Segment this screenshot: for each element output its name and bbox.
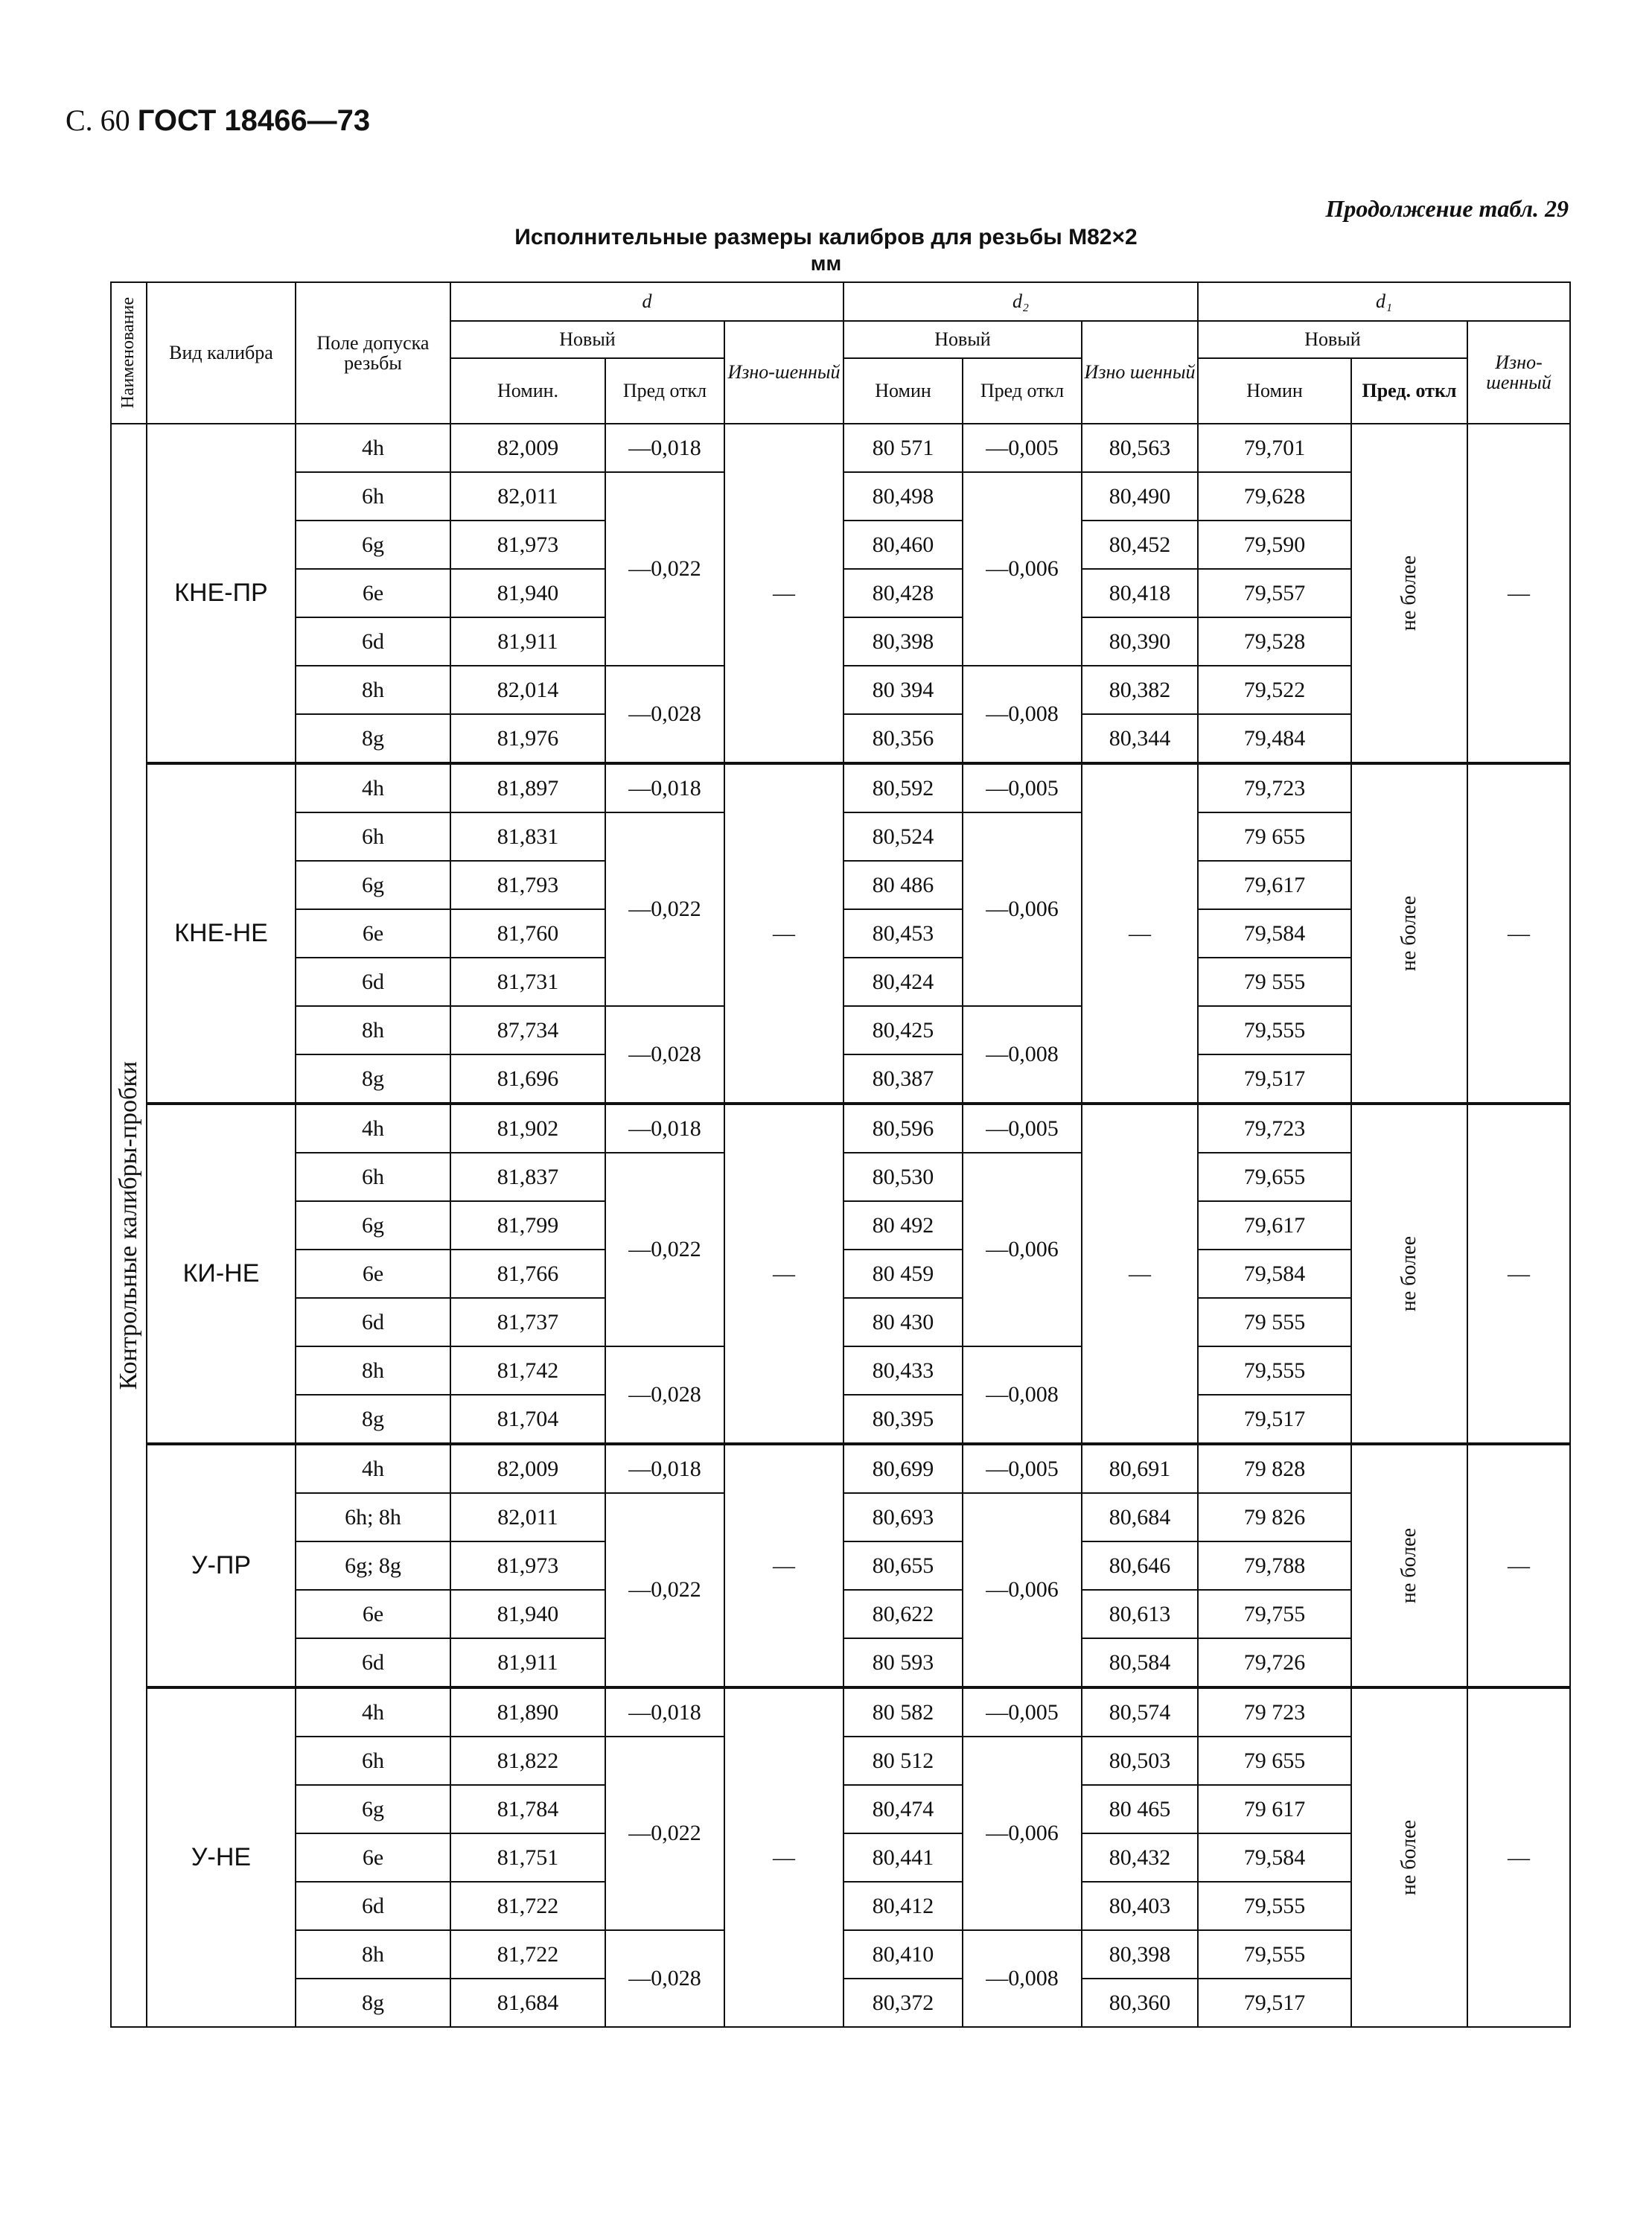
d-nom-cell: 87,734 [450,1006,605,1054]
d-worn-cell: — [724,763,843,1104]
tolerance-cell: 6h [296,1153,450,1201]
tolerance-cell: 6g; 8g [296,1541,450,1590]
d2-nom-cell: 80,498 [843,472,963,521]
d2-dev-cell: —0,005 [963,1687,1082,1737]
d-dev-cell: —0,028 [605,1930,724,2027]
d1-dev-header: Пред. откл [1351,358,1467,424]
d-nom-cell: 81,973 [450,521,605,569]
d-nom-cell: 81,760 [450,909,605,958]
d-dev-cell: —0,018 [605,1687,724,1737]
d1-nom-cell: 79,484 [1198,714,1351,763]
d2-nom-cell: 80,655 [843,1541,963,1590]
d-nom-cell: 81,911 [450,1638,605,1687]
d2-nom-cell: 80 571 [843,424,963,472]
d2-nom-cell: 80,425 [843,1006,963,1054]
d2-nom-cell: 80,596 [843,1104,963,1153]
d1-nom-cell: 79,528 [1198,617,1351,666]
d2-worn-cell: 80,382 [1082,666,1198,714]
d-nom-cell: 81,837 [450,1153,605,1201]
d2-worn-header: Изно шенный [1082,321,1198,424]
d2-nom-cell: 80 582 [843,1687,963,1737]
d1-dev-cell: не более [1351,1687,1467,2027]
d1-worn-cell: — [1467,1444,1570,1687]
tolerance-cell: 8h [296,1930,450,1979]
d2-nom-cell: 80 430 [843,1298,963,1346]
d1-nom-cell: 79,701 [1198,424,1351,472]
d1-nom-cell: 79,723 [1198,1104,1351,1153]
tolerance-cell: 8h [296,666,450,714]
d-nom-cell: 81,831 [450,812,605,861]
gauge-type: КНЕ-НЕ [147,763,296,1104]
d2-worn-cell: 80,344 [1082,714,1198,763]
tolerance-cell: 6d [296,617,450,666]
d1-worn-header: Изно-шенный [1467,321,1570,424]
tolerance-cell: 4h [296,1444,450,1493]
d-nom-cell: 81,784 [450,1785,605,1833]
tolerance-cell: 6e [296,909,450,958]
d2-worn-cell: 80 465 [1082,1785,1198,1833]
d-nom-cell: 81,737 [450,1298,605,1346]
group-label-cell: Контрольные калибры-пробки [111,424,147,2027]
d2-nom-cell: 80,474 [843,1785,963,1833]
d2-nom-cell: 80,693 [843,1493,963,1541]
d2-dev-cell: —0,008 [963,1930,1082,2027]
d-nom-cell: 82,014 [450,666,605,714]
d2-worn-cell: 80,398 [1082,1930,1198,1979]
d-nom-header: Номин. [450,358,605,424]
d2-nom-cell: 80,372 [843,1979,963,2027]
tolerance-cell: 6h [296,1737,450,1785]
d1-worn-cell: — [1467,1687,1570,2027]
d2-worn-cell: 80,452 [1082,521,1198,569]
tolerance-cell: 8g [296,714,450,763]
d2-dev-cell: —0,006 [963,1737,1082,1930]
gauge-type: КИ-НЕ [147,1104,296,1444]
d-nom-cell: 81,751 [450,1833,605,1882]
d2-nom-cell: 80 512 [843,1737,963,1785]
d-nom-cell: 81,822 [450,1737,605,1785]
d2-worn-cell: 80,646 [1082,1541,1198,1590]
col-d1-header: d₁ [1198,282,1570,321]
d1-nom-cell: 79,723 [1198,763,1351,812]
tolerance-cell: 4h [296,1104,450,1153]
d2-worn-cell: 80,584 [1082,1638,1198,1687]
d-nom-cell: 81,731 [450,958,605,1006]
d2-dev-cell: —0,005 [963,1104,1082,1153]
d1-nom-cell: 79 555 [1198,958,1351,1006]
d-dev-cell: —0,018 [605,424,724,472]
d1-nom-cell: 79,584 [1198,1250,1351,1298]
d1-nom-cell: 79 723 [1198,1687,1351,1737]
page-number: С. 60 [66,104,130,137]
d1-nom-cell: 79,555 [1198,1006,1351,1054]
d-dev-cell: —0,028 [605,1006,724,1104]
d-nom-cell: 81,973 [450,1541,605,1590]
d-nom-cell: 81,911 [450,617,605,666]
tolerance-cell: 6e [296,1250,450,1298]
gauge-type: У-НЕ [147,1687,296,2027]
tolerance-cell: 6g [296,1201,450,1250]
d1-nom-cell: 79 826 [1198,1493,1351,1541]
d1-nom-cell: 79,555 [1198,1930,1351,1979]
d2-worn-cell: — [1082,1104,1198,1444]
d1-dev-cell: не более [1351,1104,1467,1444]
d-dev-cell: —0,022 [605,472,724,666]
d1-nom-cell: 79,517 [1198,1054,1351,1104]
d2-nom-cell: 80,356 [843,714,963,763]
d-nom-cell: 81,897 [450,763,605,812]
d1-nom-cell: 79 655 [1198,812,1351,861]
d-worn-cell: — [724,424,843,763]
gauge-table [110,281,1571,2028]
tolerance-cell: 6g [296,861,450,909]
d-nom-cell: 81,940 [450,569,605,617]
tolerance-cell: 6g [296,1785,450,1833]
d2-worn-cell: 80,403 [1082,1882,1198,1930]
d2-dev-header: Пред откл [963,358,1082,424]
page-header [66,103,370,138]
d2-dev-cell: —0,005 [963,1444,1082,1493]
d-nom-cell: 81,976 [450,714,605,763]
tolerance-cell: 6e [296,1590,450,1638]
d1-nom-cell: 79,557 [1198,569,1351,617]
d-nom-cell: 81,940 [450,1590,605,1638]
d1-nom-cell: 79,522 [1198,666,1351,714]
tolerance-cell: 4h [296,763,450,812]
d2-nom-cell: 80,460 [843,521,963,569]
standard-code: ГОСТ 18466—73 [137,104,371,137]
d1-nom-cell: 79,788 [1198,1541,1351,1590]
continuation-note: Продолжение табл. 29 [1325,195,1569,222]
d2-nom-cell: 80,699 [843,1444,963,1493]
tolerance-cell: 6h [296,812,450,861]
d-worn-cell: — [724,1687,843,2027]
gauge-type: У-ПР [147,1444,296,1687]
tolerance-cell: 6d [296,1882,450,1930]
col-type-header: Вид калибра [147,282,296,424]
col-d2-header: d₂ [843,282,1198,321]
d-nom-cell: 81,704 [450,1395,605,1444]
d1-nom-cell: 79,555 [1198,1882,1351,1930]
d2-nom-cell: 80,428 [843,569,963,617]
d-nom-cell: 81,799 [450,1201,605,1250]
col-tolerance-header: Поле допуска резьбы [296,282,450,424]
d-nom-cell: 82,011 [450,1493,605,1541]
d2-dev-cell: —0,006 [963,1493,1082,1687]
d2-nom-cell: 80,424 [843,958,963,1006]
tolerance-cell: 6g [296,521,450,569]
tolerance-cell: 6d [296,1298,450,1346]
tolerance-cell: 8g [296,1979,450,2027]
d-nom-cell: 81,890 [450,1687,605,1737]
tolerance-cell: 8g [296,1395,450,1444]
d2-nom-cell: 80,592 [843,763,963,812]
tolerance-cell: 4h [296,1687,450,1737]
d2-worn-cell: 80,503 [1082,1737,1198,1785]
d2-nom-cell: 80 492 [843,1201,963,1250]
d2-worn-cell: 80,691 [1082,1444,1198,1493]
d2-worn-cell: 80,490 [1082,472,1198,521]
d2-nom-cell: 80,387 [843,1054,963,1104]
d2-nom-cell: 80 394 [843,666,963,714]
d-nom-cell: 81,722 [450,1882,605,1930]
d2-worn-cell: 80,360 [1082,1979,1198,2027]
d1-nom-header: Номин [1198,358,1351,424]
d2-nom-cell: 80,530 [843,1153,963,1201]
d1-nom-cell: 79,517 [1198,1395,1351,1444]
table-unit: мм [810,252,842,275]
d-dev-cell: —0,022 [605,812,724,1006]
d-nom-cell: 81,902 [450,1104,605,1153]
d1-new-header: Новый [1198,321,1467,358]
d-nom-cell: 81,766 [450,1250,605,1298]
d1-dev-cell: не более [1351,1444,1467,1687]
d2-worn-cell: 80,574 [1082,1687,1198,1737]
d1-worn-cell: — [1467,1104,1570,1444]
d1-nom-cell: 79 555 [1198,1298,1351,1346]
gauge-type: КНЕ-ПР [147,424,296,763]
d1-nom-cell: 79,755 [1198,1590,1351,1638]
tolerance-cell: 6e [296,569,450,617]
d-dev-cell: —0,022 [605,1153,724,1346]
tolerance-cell: 4h [296,424,450,472]
d2-nom-cell: 80,622 [843,1590,963,1638]
d2-worn-cell: 80,418 [1082,569,1198,617]
d2-nom-cell: 80,395 [843,1395,963,1444]
d1-nom-cell: 79,555 [1198,1346,1351,1395]
d2-dev-cell: —0,008 [963,1006,1082,1104]
d1-worn-cell: — [1467,424,1570,763]
tolerance-cell: 8h [296,1006,450,1054]
d-nom-cell: 81,696 [450,1054,605,1104]
d2-nom-cell: 80,441 [843,1833,963,1882]
d2-nom-cell: 80,453 [843,909,963,958]
d2-nom-cell: 80 593 [843,1638,963,1687]
d-worn-cell: — [724,1104,843,1444]
d2-worn-cell: 80,684 [1082,1493,1198,1541]
d1-nom-cell: 79,617 [1198,861,1351,909]
table-title: Исполнительные размеры калибров для резьбы М82×2 [514,225,1138,249]
d2-dev-cell: —0,006 [963,1153,1082,1346]
tolerance-cell: 6e [296,1833,450,1882]
d1-nom-cell: 79,517 [1198,1979,1351,2027]
d-dev-cell: —0,018 [605,763,724,812]
d-worn-header: Изно-шенный [724,321,843,424]
d-nom-cell: 81,793 [450,861,605,909]
d2-nom-cell: 80 459 [843,1250,963,1298]
d-worn-cell: — [724,1444,843,1687]
d-nom-cell: 82,009 [450,424,605,472]
d2-dev-cell: —0,006 [963,472,1082,666]
d2-nom-cell: 80,524 [843,812,963,861]
d2-nom-cell: 80,410 [843,1930,963,1979]
d-dev-cell: —0,028 [605,666,724,763]
d2-dev-cell: —0,006 [963,812,1082,1006]
d2-dev-cell: —0,005 [963,424,1082,472]
tolerance-cell: 6d [296,1638,450,1687]
tolerance-cell: 6h [296,472,450,521]
d-nom-cell: 81,722 [450,1930,605,1979]
d2-worn-cell: 80,563 [1082,424,1198,472]
tolerance-cell: 8g [296,1054,450,1104]
tolerance-cell: 8h [296,1346,450,1395]
d-dev-header: Пред откл [605,358,724,424]
d2-nom-cell: 80,398 [843,617,963,666]
d1-nom-cell: 79,584 [1198,909,1351,958]
d-nom-cell: 82,009 [450,1444,605,1493]
col-name-header: Наименование [111,282,147,424]
d-dev-cell: —0,022 [605,1737,724,1930]
d-nom-cell: 81,742 [450,1346,605,1395]
d-dev-cell: —0,022 [605,1493,724,1687]
d-nom-cell: 81,684 [450,1979,605,2027]
d2-nom-cell: 80,433 [843,1346,963,1395]
d2-worn-cell: 80,432 [1082,1833,1198,1882]
d1-dev-cell: не более [1351,424,1467,763]
d2-dev-cell: —0,008 [963,666,1082,763]
d1-nom-cell: 79,628 [1198,472,1351,521]
col-d-header: d [450,282,843,321]
d1-nom-cell: 79,655 [1198,1153,1351,1201]
d2-worn-cell: 80,390 [1082,617,1198,666]
d2-nom-header: Номин [843,358,963,424]
d1-nom-cell: 79 655 [1198,1737,1351,1785]
d-dev-cell: —0,018 [605,1444,724,1493]
d2-worn-cell: — [1082,763,1198,1104]
d1-nom-cell: 79 828 [1198,1444,1351,1493]
d-dev-cell: —0,018 [605,1104,724,1153]
d1-nom-cell: 79,617 [1198,1201,1351,1250]
d2-dev-cell: —0,005 [963,763,1082,812]
d2-new-header: Новый [843,321,1082,358]
d2-worn-cell: 80,613 [1082,1590,1198,1638]
d1-nom-cell: 79,584 [1198,1833,1351,1882]
d2-dev-cell: —0,008 [963,1346,1082,1444]
d2-nom-cell: 80 486 [843,861,963,909]
d1-nom-cell: 79,590 [1198,521,1351,569]
d1-nom-cell: 79 617 [1198,1785,1351,1833]
d1-nom-cell: 79,726 [1198,1638,1351,1687]
d-nom-cell: 82,011 [450,472,605,521]
d-dev-cell: —0,028 [605,1346,724,1444]
d1-dev-cell: не более [1351,763,1467,1104]
tolerance-cell: 6d [296,958,450,1006]
d-new-header: Новый [450,321,724,358]
d1-worn-cell: — [1467,763,1570,1104]
d2-nom-cell: 80,412 [843,1882,963,1930]
tolerance-cell: 6h; 8h [296,1493,450,1541]
